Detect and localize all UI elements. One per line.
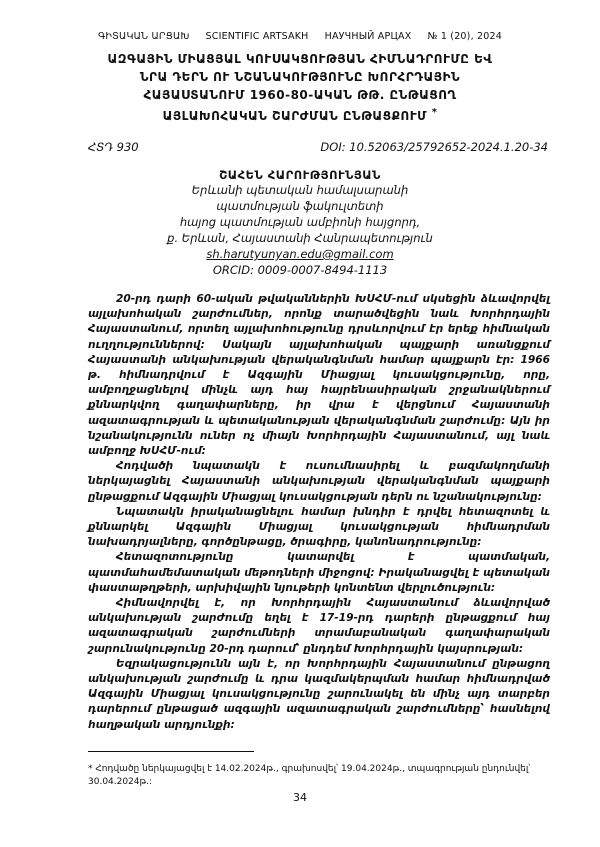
author-orcid: ORCID: 0009-0007-8494-1113 <box>212 263 388 277</box>
title-line: ԱԶԳԱՅԻՆ ՄԻԱՑՅԱԼ ԿՈՒՍԱԿՑՈՒԹՅԱՆ ՀԻՄՆԱԴՐՈՒՄԸ ԵՎ <box>107 52 493 66</box>
title-line-text: ԱՅԼԱԽՈՀԱԿԱՆ ՇԱՐԺՄԱՆ ԸՆԹԱՑՔՈՒՄ <box>162 109 427 123</box>
author-affiliation-line: ք. Երևան, Հայաստանի Հանրապետություն <box>167 231 433 245</box>
article-title <box>60 50 540 125</box>
author-affiliation-line: հայոց պատմության ամբիոնի հայցորդ, <box>179 215 421 229</box>
abstract-paragraph: Հոդվածի նպատակն է ուսումնասիրել և բազմակողմանի ներկայացնել Հայաստանի անկախության վերականգնման պայքարի ընթացքում Ազգային Միացյալ կուսակցության դերն ու նշանակությունը: <box>88 460 550 503</box>
journal-header: ԳԻՏԱԿԱՆ ԱՐՑԱԽ SCIENTIFIC ARTSAKH НАУЧНЫЙ АРЦАХ № 1 (20), 2024 <box>97 31 503 42</box>
author-affiliation-line: Երևանի պետական համալսարանի <box>191 183 409 197</box>
abstract-paragraph: Հիմնավորվել է, որ Խորհրդային Հայաստանում ձևավորված անկախության շարժումը եղել է 17-19-րդ դարերի ընթացքում հայ ազատագրական շարժումների տրամաբանական գաղափարական շարունակությունը 20-րդ դարում՝ ընդդեմ Խորհրդային կայսրության: <box>88 597 550 655</box>
title-footnote-mark: * <box>431 107 438 118</box>
doi-link[interactable]: DOI: 10.52063/25792652-2024.1.20-34 <box>320 140 548 154</box>
footnote-divider <box>88 751 254 752</box>
abstract-paragraph: Եզրակացությունն այն է, որ Խորհրդային Հայաստանում ընթացող անկախության շարժումը և դրա կազմակերպման համար հիմնադրված Ազգային Միացյալ կուսակցությունը շարունակել են մինչ այդ տարբեր դարերում ընթացած ազգային ազատագրական շարժումները՝ հասնելով հաղթական արդյունքի: <box>88 657 550 731</box>
title-line <box>60 104 540 125</box>
udc-code: ՀՏԴ 930 <box>88 140 139 154</box>
abstract-paragraph: 20-րդ դարի 60-ական թվականներին ԽՍՀՄ-ում սկսեցին ձևավորվել այլախոհական շարժումներ, որոնք տարածվեցին նաև Խորհրդային Հայաստանում, որտեղ այլախոհությունը դրսևորվում էր երեք հիմնական ուղղություններով: Սակայն այլախոհական պայքարի առանցքում Հայաստանի անկախության վերականգնման համար պայքարն էր: 1966 թ. հիմնադրվում է Ազգային Միացյալ կուսակցությունը, որը, ամբողջացնելով մինչև այդ հայ հայրենասիրական շրջանակներում քննարկվող գաղափարները, իր վրա է վերցնում Հայաստանի ազատագրության և պետականության վերականգնման շարժումը: Այն իր նշանակությունն ուներ ոչ միայն Խորհրդային Հայաստանում, այլ նաև ամբողջ ԽՍՀՄ-ում: <box>88 293 550 458</box>
abstract-paragraph: Նպատակն իրականացնելու համար խնդիր է դրվել հետազոտել և քննարկել Ազգային Միացյալ կուսակցության հիմնադրման նախադրյալները, գործընթացը, ծրագիրը, կանոնադրությունը: <box>88 505 550 549</box>
abstract <box>88 292 550 733</box>
page-number: 34 <box>293 791 307 804</box>
title-line: ՀԱՅԱՍՏԱՆՈՒՄ 1960-80-ԱԿԱՆ ԹԹ. ԸՆԹԱՑՈՂ <box>143 88 457 102</box>
footnote: * Հոդվածը ներկայացվել է 14.02.2024թ., գրախոսվել՝ 19.04.2024թ., տպագրության ընդունվել՝ 30.04.2024թ.: <box>88 764 531 787</box>
author-email-link[interactable]: sh.harutyunyan.edu@gmail.com <box>206 247 394 261</box>
author-affiliation-line: պատմության ֆակուլտետի <box>216 199 384 213</box>
abstract-paragraph: Հետազոտությունը կատարվել է պատմական, պատմահամեմատական մեթոդների միջոցով: Իրականացվել է պետական փաստաթղթերի, արխիվային նյութերի կոնտենտ վերլուծություն: <box>88 551 550 594</box>
author-name: ՇԱՀԵՆ ՀԱՐՈՒԹՅՈՒՆՅԱՆ <box>219 168 381 182</box>
author-block <box>0 168 600 278</box>
title-line: ՆՐԱ ԴԵՐՆ ՈՒ ՆՇԱՆԱԿՈՒԹՅՈՒՆԸ ԽՈՐՀՐԴԱՅԻՆ <box>139 70 461 84</box>
article-meta <box>88 140 548 154</box>
